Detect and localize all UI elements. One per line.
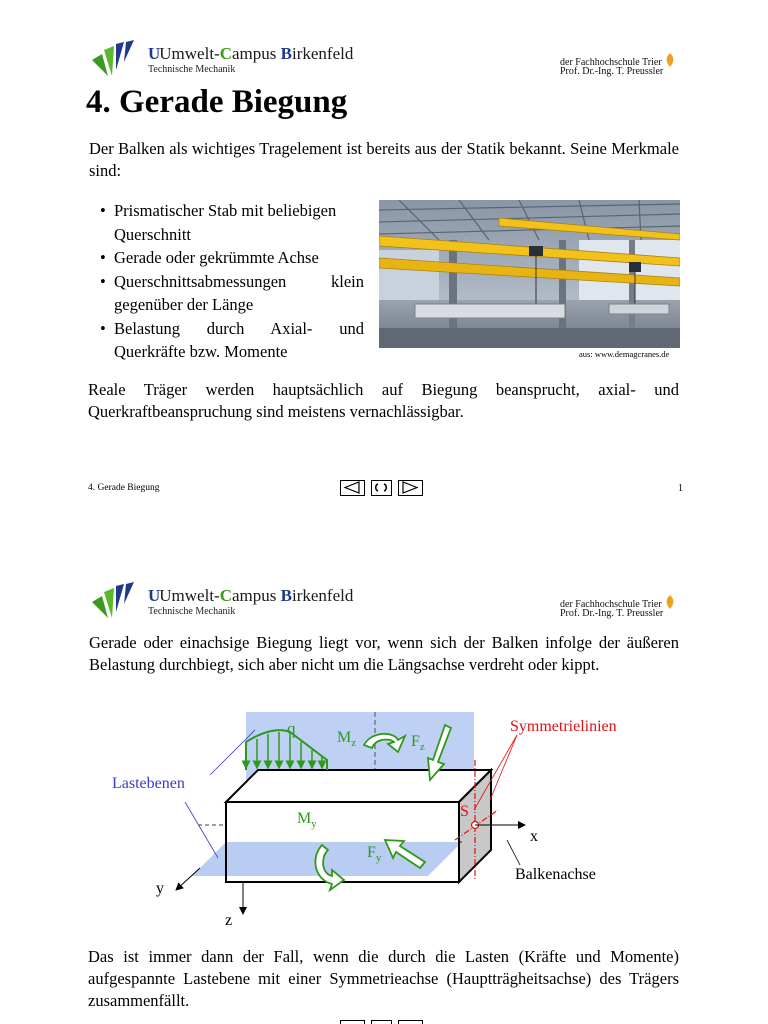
- flame-icon: [664, 53, 676, 67]
- bending-diagram: [100, 700, 660, 940]
- conclusion-text: Reale Träger werden hauptsächlich auf Biegung beansprucht, axial- und Querkraftbeanspruchung sind meistens vernachlässigbar.: [88, 380, 679, 421]
- label-mz-main: M: [337, 729, 352, 746]
- label-q: q: [287, 719, 296, 738]
- subject-label: Technische Mechanik: [148, 606, 236, 617]
- photo-caption: aus: www.demagcranes.de: [579, 349, 670, 359]
- professor-label: Prof. Dr.-Ing. T. Preussler: [560, 608, 664, 619]
- org-part-1: Umwelt-: [159, 44, 220, 63]
- label-x: x: [530, 828, 538, 845]
- org-part-3: irkenfeld: [291, 586, 354, 605]
- org-letter-b: B: [280, 586, 292, 605]
- footer-section: 4. Gerade Biegung: [88, 483, 160, 493]
- bullet-line: Querschnittsabmessungen klein: [114, 271, 364, 291]
- page-title: 4. Gerade Biegung: [86, 84, 348, 120]
- label-balkenachse: Balkenachse: [515, 866, 596, 883]
- org-letter-u: U: [148, 586, 161, 605]
- list-item: • Prismatischer Stab mit beliebigen Querschnitt: [88, 199, 364, 246]
- label-fz-main: F: [411, 733, 420, 750]
- label-fy: [367, 844, 381, 864]
- slide-nav: [340, 480, 430, 498]
- school-name: der Fachhochschule Trier: [560, 57, 662, 68]
- label-my-sub: y: [311, 818, 317, 831]
- org-part-2: ampus: [232, 44, 281, 63]
- crane-photo: [379, 200, 680, 348]
- label-my: [297, 810, 317, 830]
- flame-icon: [664, 595, 676, 609]
- list-item: • Gerade oder gekrümmte Achse: [88, 246, 364, 270]
- campus-logo-icon: [90, 582, 142, 620]
- label-y: y: [156, 880, 164, 897]
- label-lastebenen: Lastebenen: [112, 775, 185, 792]
- org-letter-u: U: [148, 44, 161, 63]
- bullet-line: Gerade oder gekrümmte Achse: [114, 248, 319, 267]
- page-number: 1: [678, 483, 683, 494]
- label-mz-sub: z: [351, 737, 357, 750]
- list-item: • Belastung durch Axial- und Querkräfte bzw. Momente: [88, 317, 364, 364]
- org-name: [148, 586, 353, 606]
- feature-list: [88, 199, 364, 364]
- label-my-main: M: [297, 810, 312, 827]
- subject-label: Technische Mechanik: [148, 64, 236, 75]
- intro-text: Der Balken als wichtiges Tragelement ist bereits aus der Statik bekannt. Seine Merkmale sind:: [89, 139, 679, 180]
- intro-text: Gerade oder einachsige Biegung liegt vor, wenn sich der Balken infolge der äußeren Belastung durchbiegt, sich aber nicht um die Längsachse verdreht oder kippt.: [89, 633, 679, 674]
- org-part-3: irkenfeld: [291, 44, 354, 63]
- label-mz: [337, 729, 356, 749]
- bullet-line: Belastung durch Axial- und: [114, 318, 364, 338]
- org-part-2: ampus: [232, 586, 281, 605]
- return-button[interactable]: [371, 480, 392, 496]
- prev-button[interactable]: [340, 480, 365, 496]
- conclusion-text: Das ist immer dann der Fall, wenn die durch die Lasten (Kräfte und Momente) aufgespannte Lastebene mit einer Symmetrieachse (Hauptträgheitsachse) des Trägers zusammenfällt.: [88, 947, 679, 1010]
- label-fy-sub: y: [375, 852, 382, 865]
- label-fy-main: F: [367, 844, 376, 861]
- slide-nav: [340, 1020, 430, 1024]
- triangle-left-icon: [341, 481, 363, 494]
- school-name: der Fachhochschule Trier: [560, 599, 662, 610]
- campus-logo-icon: [90, 40, 142, 78]
- next-button[interactable]: [398, 1020, 423, 1024]
- org-letter-b: B: [280, 44, 292, 63]
- prev-button[interactable]: [340, 1020, 365, 1024]
- org-letter-c: C: [219, 44, 232, 63]
- triangle-right-icon: [399, 481, 421, 494]
- org-letter-c: C: [219, 586, 232, 605]
- org-part-1: Umwelt-: [159, 586, 220, 605]
- bullet-line: gegenüber der Länge: [114, 295, 254, 314]
- return-button[interactable]: [371, 1020, 392, 1024]
- bullet-line: Prismatischer Stab mit beliebigen: [114, 201, 337, 220]
- label-z: z: [225, 912, 233, 929]
- list-item: • Querschnittsabmessungen klein gegenüber der Länge: [88, 270, 364, 317]
- return-icon: [372, 481, 390, 494]
- org-name: [148, 44, 353, 64]
- label-s: S: [460, 803, 469, 820]
- label-symmetrielinien: Symmetrielinien: [510, 718, 617, 735]
- label-fz: [411, 733, 425, 753]
- professor-label: Prof. Dr.-Ing. T. Preussler: [560, 66, 664, 77]
- label-fz-sub: z: [419, 741, 425, 754]
- bullet-line: Querkräfte bzw. Momente: [114, 342, 288, 361]
- next-button[interactable]: [398, 480, 423, 496]
- bullet-line: Querschnitt: [114, 224, 191, 244]
